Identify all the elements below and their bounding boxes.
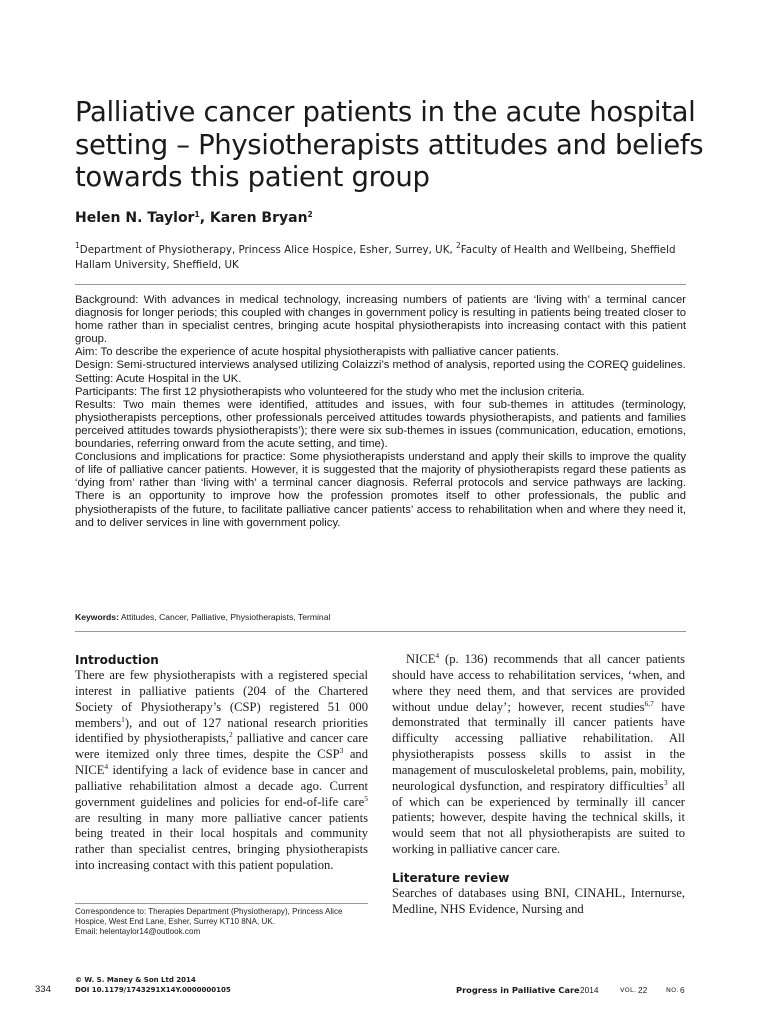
- body-text-run: all of which can be experienced by terminally ill cancer patients; however, despite having the technical skills, it would seem that not all physiotherapists are suited to working in palliative cancer care.: [392, 778, 685, 857]
- abstract-conclusions: [75, 451, 686, 530]
- page-footer: [0, 976, 768, 1000]
- citation-mark: 6,7: [644, 698, 654, 708]
- copyright-notice: © W. S. Maney & Son Ltd 2014: [75, 976, 196, 984]
- citation-mark: 1: [121, 714, 125, 724]
- body-text-run: and NICE: [75, 747, 368, 778]
- citation-mark: 4: [104, 762, 109, 772]
- abstract: [75, 294, 686, 530]
- author-name: Helen N. Taylor: [75, 210, 195, 226]
- abstract-text: With advances in medical technology, increasing numbers of patients are ‘living with’ a terminal cancer diagnosis for longer periods; this coupled with changes in government policy is resulting in patients being treated closer to home rather than in specialist centres, bringing acute hospital physiotherapists into increasing contact with this patient group.: [75, 294, 686, 346]
- affiliation-text: Faculty of Health and Wellbeing, Sheffield Hallam University, Sheffield, UK: [75, 244, 676, 271]
- author-name: Karen Bryan: [209, 210, 308, 226]
- keywords-label: Keywords:: [75, 612, 119, 622]
- body-text-run: There are few physiotherapists with a registered special interest in palliative patients (204 of the Chartered Society of Physiotherapy’s (CSP) registered 51 000 members: [75, 668, 368, 730]
- nice-paragraph: [392, 652, 685, 858]
- abstract-participants: [75, 386, 686, 399]
- journal-year: 2014: [580, 985, 599, 995]
- abstract-text: Two main themes were identified, attitudes and issues, with four sub-themes in attitudes (terminology, physiotherapists perceptions, other professionals perceived attitudes towards physiotherapists, and patients and families perceived attitudes towards physiotherapists’); there were six sub-themes in issues (communication, education, emotions, boundaries, referring onward from the acute setting, and time).: [75, 398, 686, 451]
- author-affiliations: [75, 243, 695, 273]
- issue-label: NO.: [666, 986, 679, 994]
- abstract-aim: [75, 346, 686, 359]
- doi-text: DOI 10.1179/1743291X14Y.0000000105: [75, 985, 231, 994]
- introduction-paragraph: [75, 668, 368, 874]
- abstract-divider-top: [75, 284, 686, 285]
- citation-mark: 3: [339, 746, 344, 756]
- volume-number: 22: [638, 985, 648, 995]
- abstract-setting: [75, 373, 686, 386]
- citation-mark: 2: [229, 730, 233, 740]
- journal-name: Progress in Palliative Care: [456, 985, 580, 995]
- citation-mark: 5: [364, 793, 368, 803]
- section-heading-literature-review: Literature review: [392, 870, 510, 885]
- affiliation-mark: 2: [456, 241, 461, 250]
- body-text-run: NICE: [406, 652, 436, 666]
- abstract-text: To describe the experience of acute hospital physiotherapists with palliative cancer patients.: [97, 346, 559, 359]
- abstract-label: Conclusions and implications for practice:: [75, 451, 286, 464]
- body-text-run: palliative and cancer care were itemized only three times, despite the CSP: [75, 731, 369, 762]
- abstract-text: Semi-structured interviews analysed utilizing Colaizzi’s method of analysis, reported using the COREQ guidelines.: [113, 359, 686, 372]
- author-list: [75, 209, 313, 227]
- author-separator: ,: [199, 210, 210, 226]
- correspondence-address: Correspondence to: Therapies Department (Physiotherapy), Princess Alice Hospice, West End Lane, Esher, Surrey KT10 8NA, UK.: [75, 907, 343, 927]
- abstract-label: Background:: [75, 294, 139, 306]
- section-heading-introduction: Introduction: [75, 653, 159, 667]
- abstract-label: Aim:: [75, 346, 98, 359]
- correspondence-email: Email: helentaylor14@outlook.com: [75, 927, 201, 937]
- body-text-run: (p. 136) recommends that all cancer patients should have access to rehabilitation services, ‘when, and where they need them, and that services are provided without undue delay’; however, recent studies: [392, 652, 685, 714]
- page-number: 334: [35, 984, 51, 995]
- article-title: Palliative cancer patients in the acute hospital setting – Physiotherapists attitudes and beliefs towards this patient group: [75, 96, 704, 193]
- author-affiliation-mark: 1: [194, 210, 200, 219]
- abstract-text: The first 12 physiotherapists who volunteered for the study who met the inclusion criteria.: [137, 385, 585, 398]
- body-text-run: have demonstrated that terminally ill cancer patients have difficulty accessing palliative rehabilitation. All physiotherapists possess skills to assist in the management of musculoskeletal problems, pain, mobility, neurological dysfunction, and respiratory difficulties: [392, 699, 686, 793]
- volume-label: VOL.: [620, 986, 637, 994]
- keywords: [75, 612, 686, 623]
- body-text-run: are resulting in many more palliative cancer patients being treated in their local hospitals and community rather than specialist centres, bringing physiotherapists into increasing contact with this patient population.: [75, 810, 368, 873]
- abstract-background: [75, 294, 686, 346]
- abstract-label: Participants:: [75, 385, 138, 398]
- author-affiliation-mark: 2: [307, 210, 313, 219]
- right-column: [392, 652, 685, 918]
- keywords-text: Attitudes, Cancer, Palliative, Physiotherapists, Terminal: [118, 612, 331, 622]
- abstract-design: [75, 359, 686, 372]
- abstract-label: Results:: [75, 398, 116, 411]
- abstract-label: Design:: [75, 359, 114, 372]
- abstract-results: [75, 399, 686, 451]
- abstract-divider-bottom: [75, 631, 686, 632]
- abstract-text: Some physiotherapists understand and apply their skills to improve the quality of life of palliative cancer patients. However, it is suggested that the majority of physiotherapists regard these patients as ‘dying from’ rather than ‘living with’ a terminal cancer diagnosis. Referral protocols and service pathways are lacking. There is an opportunity to improve how the profession promotes itself to other professionals, the public and physiotherapists of the future, to facilitate palliative cancer patients’ access to rehabilitation when and where they need it, and to deliver services in line with government policy.: [75, 451, 686, 529]
- correspondence-note: [75, 903, 368, 938]
- issue-number: 6: [680, 985, 685, 995]
- abstract-label: Setting:: [75, 372, 114, 385]
- citation-mark: 3: [663, 777, 668, 787]
- body-text-run: ), and out of 127 national research priorities identified by physiotherapists,: [75, 715, 368, 746]
- abstract-text: Acute Hospital in the UK.: [113, 372, 242, 385]
- literature-review-paragraph: Searches of databases using BNI, CINAHL, Internurse, Medline, NHS Evidence, Nursing and: [392, 885, 685, 916]
- body-text-run: identifying a lack of evidence base in cancer and palliative rehabilitation almost a decade ago. Current government guidelines and policies for end-of-life care: [75, 763, 368, 809]
- affiliation-mark: 1: [75, 241, 80, 250]
- citation-mark: 4: [435, 651, 440, 660]
- left-column: [75, 652, 368, 874]
- affiliation-text: Department of Physiotherapy, Princess Alice Hospice, Esher, Surrey, UK,: [79, 244, 457, 256]
